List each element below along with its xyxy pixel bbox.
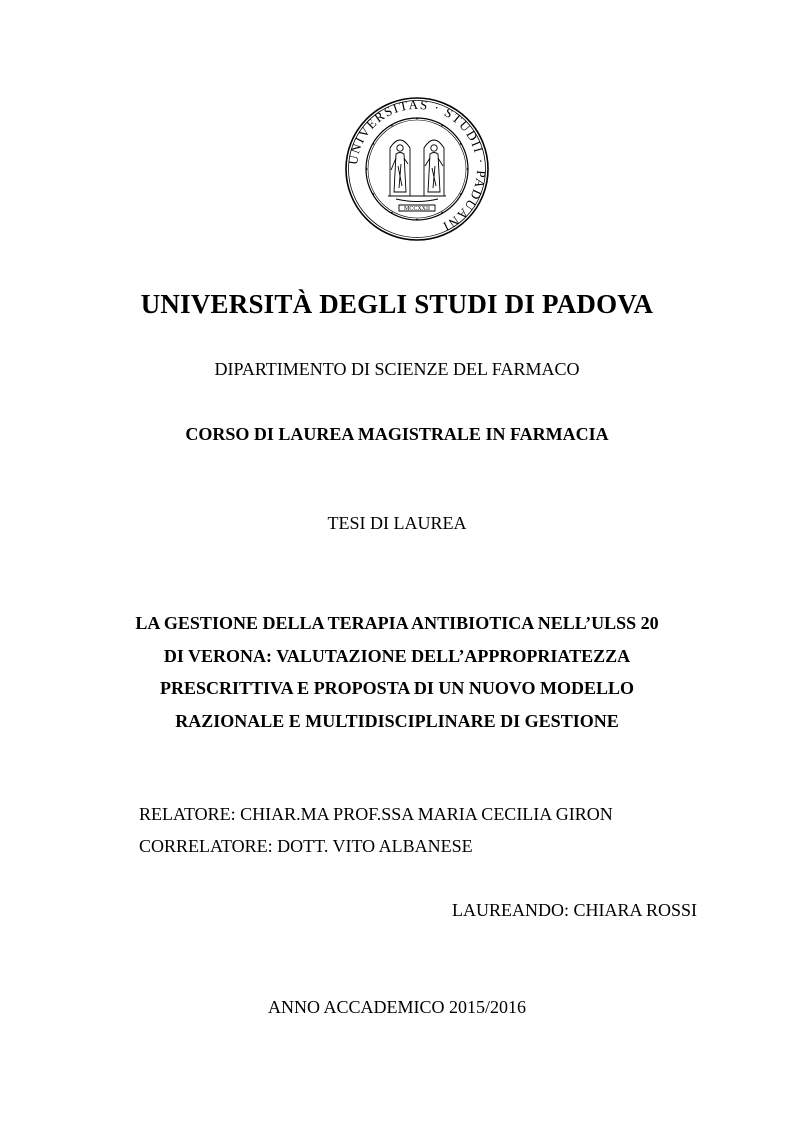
thesis-title-line: RAZIONALE E MULTIDISCIPLINARE DI GESTIONE bbox=[175, 710, 619, 731]
thesis-type-label: TESI DI LAUREA bbox=[327, 513, 467, 533]
co-supervisor-line: CORRELATORE: DOTT. VITO ALBANESE bbox=[139, 836, 473, 856]
university-name: UNIVERSITÀ DEGLI STUDI DI PADOVA bbox=[140, 289, 654, 319]
thesis-title bbox=[100, 607, 694, 737]
seal-figures bbox=[388, 140, 446, 211]
graduand-line: LAUREANDO: CHIARA ROSSI bbox=[451, 900, 697, 920]
university-seal-logo bbox=[344, 96, 490, 242]
seal-year: MCCXXII bbox=[403, 205, 431, 212]
thesis-title-line: PRESCRITTIVA E PROPOSTA DI UN NUOVO MODELLO bbox=[159, 678, 635, 698]
academic-year: ANNO ACCADEMICO 2015/2016 bbox=[267, 997, 526, 1017]
thesis-title-line: LA GESTIONE DELLA TERAPIA ANTIBIOTICA NELL’ULSS 20 bbox=[135, 613, 659, 633]
thesis-title-line: DI VERONA: VALUTAZIONE DELL’APPROPRIATEZZA bbox=[163, 645, 631, 666]
seal-outer-text: UNIVERSITAS · STUDII · PADUANI bbox=[345, 96, 490, 235]
course-name: CORSO DI LAUREA MAGISTRALE IN FARMACIA bbox=[185, 424, 609, 444]
supervisor-line: RELATORE: CHIAR.MA PROF.SSA MARIA CECILIA GIRON bbox=[139, 804, 613, 824]
department-name: DIPARTIMENTO DI SCIENZE DEL FARMACO bbox=[214, 359, 580, 379]
